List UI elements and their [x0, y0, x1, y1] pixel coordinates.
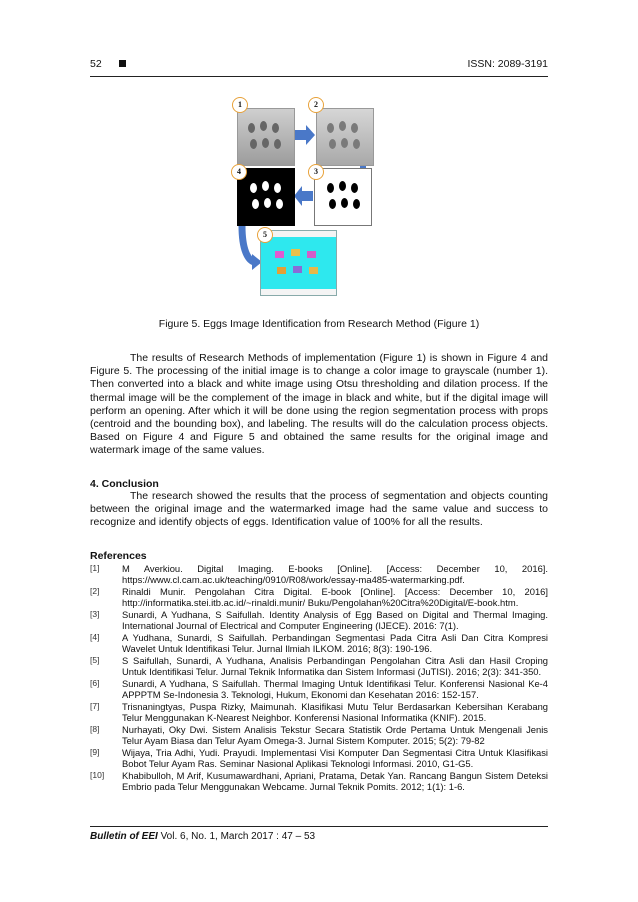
egg-shape	[274, 139, 281, 149]
reference-list	[90, 563, 548, 793]
egg-shape	[250, 139, 257, 149]
references-heading: References	[90, 550, 147, 562]
labeled-egg	[277, 267, 286, 274]
egg-shape	[264, 198, 271, 208]
egg-shape	[341, 198, 348, 208]
egg-shape	[351, 123, 358, 133]
header-rule	[90, 76, 548, 77]
egg-shape	[351, 183, 358, 193]
reference-item: [10] Khabibulloh, M Arif, Kusumawardhani, Apriani, Pratama, Detak Yan. Rancang Bangun Sistem Deteksi Embrio pada Telur Menggunakan Webcame. Jurnal Teknik Pomits. 2012; 1(1): 1-6.	[90, 770, 548, 793]
egg-shape	[262, 181, 269, 191]
egg-shape	[353, 199, 360, 209]
reference-item: [9] Wijaya, Tria Adhi, Yudi. Prayudi. Implementasi Visi Komputer Dan Segmentasi Citra Untuk Klasifikasi Bobot Telur Ayam Ras. Seminar Nasional Aplikasi Teknologi Informasi. 2010, G1-G5.	[90, 747, 548, 770]
reference-item: [3] Sunardi, A Yudhana, S Saifullah. Identity Analysis of Egg Based on Digital and Thermal Imaging. International Journal of Electrical and Computer Engineering (IJECE). 2016: 7(1).	[90, 609, 548, 632]
page-header	[90, 58, 548, 74]
egg-shape	[260, 121, 267, 131]
figure-5	[220, 90, 420, 300]
step-badge-4: 4	[231, 164, 247, 180]
results-paragraph: The results of Research Methods of implementation (Figure 1) is shown in Figure 4 and Figure 5. The processing of the initial image is to change a color image to grayscale (number 1). Then converted into a black and white image using Otsu thresholding and dilation process. If the thermal image will be the complement of the image in black and white, but if the digital image will perform an opening. After which it will be done using the region segmentation process with props (centroid and the bounding box), and labeling. The results will do the calculation process objects. Based on Figure 4 and Figure 5 and obtained the same results for the original image and watermark image of the same values.	[90, 352, 548, 457]
egg-shape	[327, 183, 334, 193]
egg-shape	[274, 183, 281, 193]
egg-shape	[341, 138, 348, 148]
reference-item: [2] Rinaldi Munir. Pengolahan Citra Digital. E-book [Online]. [Access: December 10, 2016] http://informatika.stei.itb.ac.id/~rinaldi.munir/ Buku/Pengolahan%20Citra%20Digital/E-book.htm.	[90, 586, 548, 609]
labeled-result-panel	[260, 230, 337, 296]
egg-shape	[339, 181, 346, 191]
egg-shape	[353, 139, 360, 149]
step-badge-3: 3	[308, 164, 324, 180]
reference-item: [4] A Yudhana, Sunardi, S Saifullah. Perbandingan Segmentasi Pada Citra Asli Dan Citra Kompresi Wavelet Untuk Identifikasi Telur. Jurnal Ilmiah ILKOM. 2016; 8(3): 190-196.	[90, 632, 548, 655]
labeled-egg	[293, 266, 302, 273]
reference-item: [8] Nurhayati, Oky Dwi. Sistem Analisis Tekstur Secara Statistik Orde Pertama Untuk Mengenali Jenis Telur Ayam Biasa dan Telur Ayam Omega-3. Jurnal Sistem Komputer. 2015; 5(2): 79-82	[90, 724, 548, 747]
labeled-egg	[307, 251, 316, 258]
issn: ISSN: 2089-3191	[467, 58, 548, 70]
figure-caption: Figure 5. Eggs Image Identification from Research Method (Figure 1)	[158, 318, 480, 330]
egg-shape	[327, 123, 334, 133]
header-square-icon	[119, 60, 126, 67]
page-number: 52	[90, 58, 102, 70]
egg-shape	[248, 123, 255, 133]
footer-rule	[90, 826, 548, 827]
step-badge-1: 1	[232, 97, 248, 113]
reference-item: [6] Sunardi, A Yudhana, S Saifullah. Thermal Imaging Untuk Identifikasi Telur. Konferensi Nasional Ke-4 APPPTM Se-Indonesia 3. Teknologi, Hukum, Ekonomi dan Kesehatan 2016: 152-157.	[90, 678, 548, 701]
grayscale-panel	[237, 108, 295, 166]
conclusion-paragraph: The research showed the results that the process of segmentation and objects counting between the original image and the watermarked image had the same value and success to recognize and identify objects of eggs. Identification value of 100% for all the results.	[90, 490, 548, 529]
egg-shape	[272, 123, 279, 133]
reference-item: [7] Trisnaningtyas, Puspa Rizky, Maimunah. Klasifikasi Mutu Telur Berdasarkan Kebersihan Kerabang Telur Menggunakan K-Nearest Neighbor. Konferensi Nasional Informatika (KNIF). 2015.	[90, 701, 548, 724]
journal-name: Bulletin of EEI	[90, 831, 158, 842]
page-footer	[90, 831, 315, 842]
preprocessed-panel	[316, 108, 374, 166]
labeled-egg	[275, 251, 284, 258]
labeled-egg	[309, 267, 318, 274]
complement-panel	[237, 168, 295, 226]
result-status-bar	[261, 289, 336, 295]
arrow-3-to-4	[294, 186, 313, 206]
step-badge-2: 2	[308, 97, 324, 113]
egg-shape	[262, 138, 269, 148]
journal-details: Vol. 6, No. 1, March 2017 : 47 – 53	[160, 831, 316, 842]
egg-shape	[250, 183, 257, 193]
labeled-egg	[291, 249, 300, 256]
egg-shape	[329, 139, 336, 149]
arrow-1-to-2	[295, 125, 315, 145]
step-badge-5: 5	[257, 227, 273, 243]
egg-shape	[339, 121, 346, 131]
egg-shape	[252, 199, 259, 209]
reference-item: [1] M Averkiou. Digital Imaging. E-books [Online]. [Access: December 10, 2016]. https://www.cl.cam.ac.uk/teaching/0910/R08/work/essay-ma485-watermarking.pdf.	[90, 563, 548, 586]
egg-shape	[329, 199, 336, 209]
reference-item: [5] S Saifullah, Sunardi, A Yudhana, Analisis Perbandingan Pengolahan Citra Asli dan Hasil Croping Untuk Identifikasi Telur. Jurnal Teknik Informatika dan Sistem Informasi (JuTISI). 2016; 2(3): 341-350.	[90, 655, 548, 678]
egg-shape	[276, 199, 283, 209]
binary-panel	[314, 168, 372, 226]
conclusion-heading: 4. Conclusion	[90, 478, 159, 490]
